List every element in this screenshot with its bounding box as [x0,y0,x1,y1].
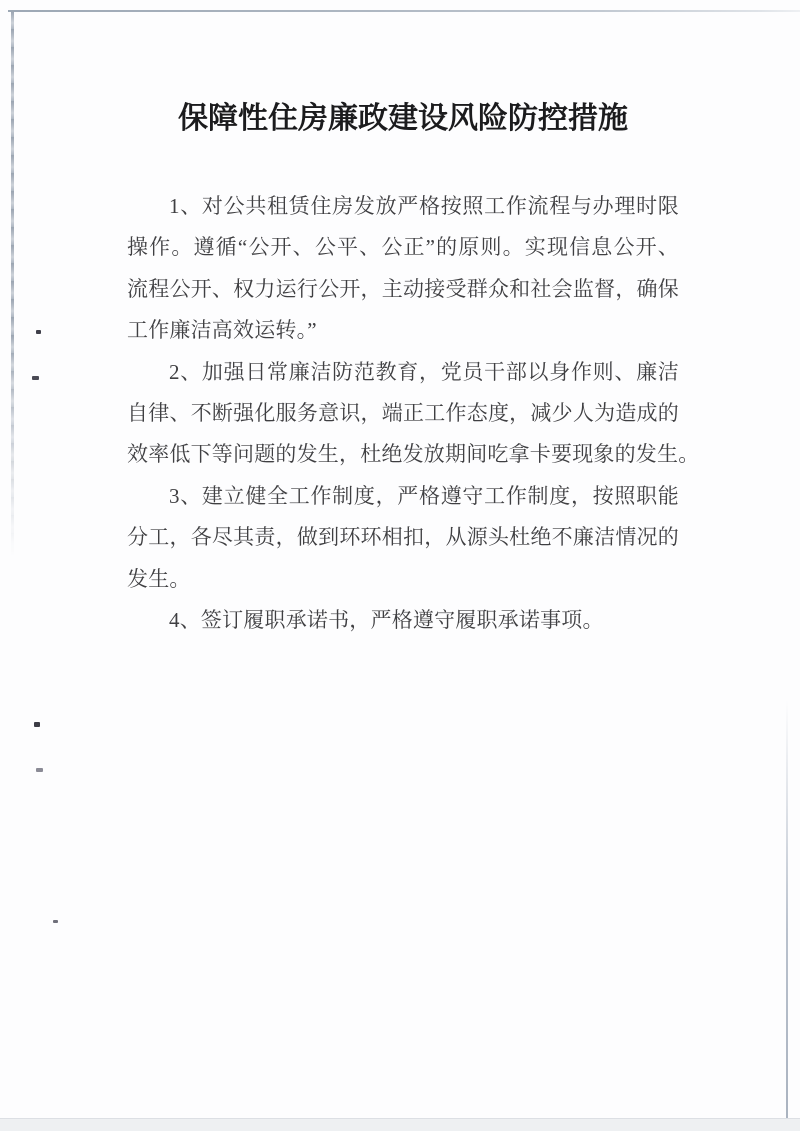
text-line: 3、建立健全工作制度，严格遵守工作制度，按照职能 [169,483,679,508]
scan-edge-left [11,11,14,556]
text-line: 工作廉洁高效运转。” [127,318,317,343]
text-line: 2、加强日常廉洁防范教育，党员干部以身作则、廉洁 [169,359,679,384]
scan-speck [34,722,40,727]
text-line: 分工，各尽其责，做到环环相扣，从源头杜绝不廉洁情况的 [127,525,679,550]
text-line: 操作。遵循“公开、公平、公正”的原则。实现信息公开、 [127,235,679,260]
scan-edge-right [786,700,788,1118]
text-line: 自律、不断强化服务意识，端正工作态度，减少人为造成的 [127,401,679,426]
text-line: 发生。 [127,566,191,591]
text-line: 1、对公共租赁住房发放严格按照工作流程与办理时限 [169,194,679,218]
scan-speck [32,376,39,380]
paragraph [127,476,679,600]
paragraphs-container [127,186,700,641]
document-body [127,0,700,641]
scan-speck [36,330,41,334]
text-line: 4、签订履职承诺书，严格遵守履职承诺事项。 [169,608,604,633]
paragraph [127,352,700,476]
document-title: 保障性住房廉政建设风险防控措施 [178,102,628,135]
text-line: 流程公开、权力运行公开，主动接受群众和社会监督，确保 [127,276,679,301]
paragraph [127,600,679,641]
text-line: 效率低下等问题的发生，杜绝发放期间吃拿卡要现象的发生。 [127,442,700,467]
paragraph [127,186,679,352]
scan-speck [53,920,58,923]
scan-edge-bottom [0,1118,800,1131]
scan-speck [36,768,43,772]
